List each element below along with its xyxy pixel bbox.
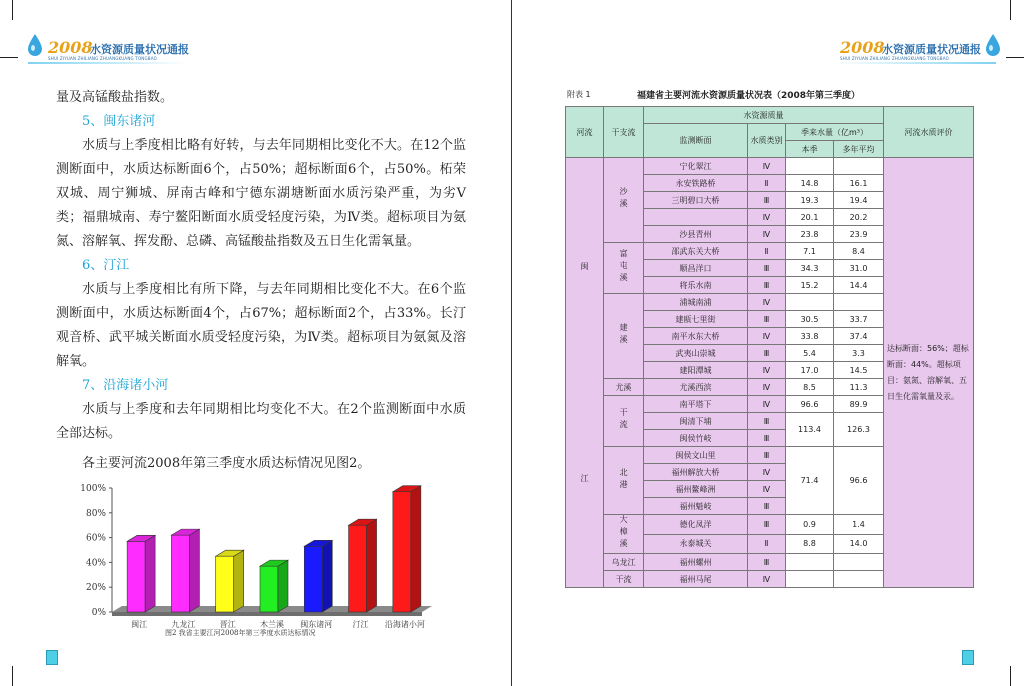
flow-current	[786, 294, 834, 311]
water-class: Ⅲ	[748, 192, 786, 209]
monitoring-section: 沙县青州	[644, 226, 748, 243]
header-year: 2008	[840, 38, 885, 57]
flow-current: 17.0	[786, 362, 834, 379]
branch-name: 建溪	[619, 323, 629, 347]
x-tick-label: 木兰溪	[260, 620, 284, 629]
monitoring-section: 武夷山崇城	[644, 345, 748, 362]
water-drop-icon	[28, 34, 42, 56]
flow-current: 5.4	[786, 345, 834, 362]
monitoring-section: 尤溪西滨	[644, 379, 748, 396]
water-class: Ⅳ	[748, 379, 786, 396]
water-class: Ⅲ	[748, 515, 786, 535]
flow-current: 96.6	[786, 396, 834, 413]
monitoring-section: 福州鳌峰洲	[644, 481, 748, 498]
flow-current	[786, 571, 834, 588]
monitoring-section: 宁化翠江	[644, 158, 748, 175]
water-class: Ⅳ	[748, 226, 786, 243]
page-gutter	[511, 0, 512, 686]
header-current: 本季	[786, 141, 834, 158]
bar-side	[411, 486, 421, 612]
x-tick-label: 汀江	[352, 620, 369, 629]
monitoring-section: 闽清下埔	[644, 413, 748, 430]
header-evaluation: 河流水质评价	[884, 107, 974, 158]
flow-multi-year: 96.6	[834, 447, 884, 515]
header-year: 2008	[48, 38, 93, 57]
bar-side	[145, 535, 155, 612]
flow-multi-year: 31.0	[834, 260, 884, 277]
section-body: 水质与上季度相比略有好转，与去年同期相比变化不大。在12个监测断面中，水质达标断面6个，占50%；超标断面6个，占50%。柘荣双城、周宁狮城、屏南古峰和宁德东湖塘断面水质污染严重，为劣Ⅴ类；福鼎城南、寿宁鳌阳断面水质受轻度污染，为Ⅳ类。超标项目为氨氮、溶解氧、挥发酚、总磷、高锰酸盐指数及五日生化需氧量。	[56, 138, 466, 249]
water-class: Ⅳ	[748, 571, 786, 588]
water-quality-table	[565, 106, 974, 588]
header-rule-right	[836, 62, 996, 64]
header-logo-left	[28, 34, 208, 62]
branch-name: 干流	[619, 408, 629, 432]
bar	[349, 525, 367, 612]
water-class: Ⅱ	[748, 175, 786, 192]
crop-mark	[1010, 0, 1011, 20]
x-tick-label: 九龙江	[171, 620, 196, 629]
monitoring-section: 永泰城关	[644, 534, 748, 554]
header-title: 水资源质量状况通报	[90, 43, 189, 56]
y-tick-label: 60%	[85, 533, 106, 544]
water-class: Ⅲ	[748, 277, 786, 294]
bar	[216, 556, 234, 612]
branch-name: 干流	[615, 574, 632, 584]
flow-multi-year: 14.5	[834, 362, 884, 379]
section-heading: 7、沿海诸小河	[82, 378, 169, 393]
monitoring-section: 建阳潭城	[644, 362, 748, 379]
flow-multi-year	[834, 554, 884, 571]
branch-name: 乌龙江	[611, 557, 636, 567]
crop-mark	[1010, 666, 1011, 686]
flow-multi-year: 33.7	[834, 311, 884, 328]
water-class: Ⅲ	[748, 430, 786, 447]
monitoring-section: 闽侯竹岐	[644, 430, 748, 447]
branch-name: 富屯溪	[619, 249, 629, 285]
monitoring-section: 南平塔下	[644, 396, 748, 413]
lead-line: 量及高锰酸盐指数。	[56, 90, 174, 105]
flow-multi-year: 16.1	[834, 175, 884, 192]
table-label: 附表 1	[567, 90, 591, 99]
compliance-bar-chart	[68, 476, 448, 646]
water-class: Ⅲ	[748, 554, 786, 571]
branch-name: 沙溪	[619, 187, 629, 211]
monitoring-section: 顺昌洋口	[644, 260, 748, 277]
monitoring-section: 浦城南浦	[644, 294, 748, 311]
crop-mark	[0, 57, 18, 58]
monitoring-section: 福州马尾	[644, 571, 748, 588]
header-river: 河流	[566, 107, 604, 158]
y-tick-label: 40%	[85, 558, 106, 569]
bar	[393, 492, 411, 612]
bar-side	[322, 540, 332, 612]
branch-name: 北港	[619, 467, 629, 492]
flow-current: 8.5	[786, 379, 834, 396]
x-tick-label: 闽江	[131, 620, 148, 629]
page-marker-left	[46, 650, 58, 665]
monitoring-section: 福州解放大桥	[644, 464, 748, 481]
flow-current: 15.2	[786, 277, 834, 294]
flow-current: 30.5	[786, 311, 834, 328]
water-class: Ⅳ	[748, 396, 786, 413]
header-branch: 干支流	[604, 107, 644, 158]
page-marker-right	[962, 650, 974, 665]
crop-mark	[12, 0, 13, 20]
flow-multi-year	[834, 294, 884, 311]
table-title: 福建省主要河流水资源质量状况表（2008年第三季度）	[637, 91, 861, 101]
flow-multi-year	[834, 571, 884, 588]
branch-cell	[604, 515, 644, 554]
water-class: Ⅱ	[748, 534, 786, 554]
y-tick-label: 80%	[85, 508, 106, 519]
monitoring-section: 德化凤洋	[644, 515, 748, 535]
flow-multi-year	[834, 158, 884, 175]
water-class: Ⅲ	[748, 447, 786, 464]
flow-multi-year: 8.4	[834, 243, 884, 260]
branch-cell	[604, 447, 644, 515]
water-class: Ⅱ	[748, 243, 786, 260]
flow-current: 19.3	[786, 192, 834, 209]
header-multi-year: 多年平均	[834, 141, 884, 158]
header-subtitle: SHUI ZIYUAN ZHILIANG ZHUANGKUANG TONGBAO	[840, 56, 949, 61]
monitoring-section: 永安铁路桥	[644, 175, 748, 192]
monitoring-section	[644, 209, 748, 226]
water-class: Ⅲ	[748, 498, 786, 515]
flow-multi-year: 3.3	[834, 345, 884, 362]
y-tick-label: 0%	[91, 608, 106, 618]
flow-current: 20.1	[786, 209, 834, 226]
branch-cell	[604, 158, 644, 243]
monitoring-section: 福州魁岐	[644, 498, 748, 515]
bar	[260, 566, 278, 612]
bar-side	[367, 519, 377, 612]
river-name-bottom: 江	[580, 474, 589, 484]
monitoring-section: 福州螺州	[644, 554, 748, 571]
flow-current: 0.9	[786, 515, 834, 535]
section-body: 水质与上季度和去年同期相比均变化不大。在2个监测断面中水质全部达标。	[56, 402, 466, 441]
flow-multi-year: 89.9	[834, 396, 884, 413]
figure-intro: 各主要河流2008年第三季度水质达标情况见图2。	[82, 456, 371, 471]
flow-current: 33.8	[786, 328, 834, 345]
monitoring-section: 三明碧口大桥	[644, 192, 748, 209]
water-class: Ⅳ	[748, 158, 786, 175]
table-body	[566, 158, 974, 588]
water-drop-icon	[986, 34, 1000, 56]
header-rule-left	[28, 62, 188, 64]
flow-multi-year: 11.3	[834, 379, 884, 396]
water-class: Ⅲ	[748, 345, 786, 362]
monitoring-section: 将乐水南	[644, 277, 748, 294]
flow-current: 113.4	[786, 413, 834, 447]
header-subtitle: SHUI ZIYUAN ZHILIANG ZHUANGKUANG TONGBAO	[48, 56, 157, 61]
crop-mark	[1006, 57, 1024, 58]
flow-multi-year: 126.3	[834, 413, 884, 447]
water-class: Ⅳ	[748, 209, 786, 226]
header-flow-group: 季来水量（亿m³）	[786, 124, 884, 141]
water-class: Ⅳ	[748, 464, 786, 481]
flow-current: 14.8	[786, 175, 834, 192]
monitoring-section: 闽侯文山里	[644, 447, 748, 464]
branch-cell	[604, 554, 644, 571]
water-class: Ⅳ	[748, 294, 786, 311]
branch-cell	[604, 243, 644, 294]
branch-cell	[604, 396, 644, 447]
bar-side	[189, 529, 199, 612]
section-body: 水质与上季度相比有所下降，与去年同期相比变化不大。在6个监测断面中，水质达标断面4个，占67%；超标断面2个，占33%。长汀观音桥、武平城关断面水质受轻度污染，为Ⅳ类。超标项目为氨氮及溶解氧。	[56, 282, 466, 369]
figure-caption: 图2 我省主要江河2008年第三季度水质达标情况	[165, 629, 316, 637]
monitoring-section: 邵武东关大桥	[644, 243, 748, 260]
crop-mark	[12, 666, 13, 686]
water-class: Ⅳ	[748, 328, 786, 345]
header-section: 监测断面	[644, 124, 748, 158]
header-quality-group: 水资源质量	[644, 107, 884, 124]
river-cell	[566, 158, 604, 588]
flow-current	[786, 554, 834, 571]
flow-current: 71.4	[786, 447, 834, 515]
monitoring-section: 建瓯七里街	[644, 311, 748, 328]
monitoring-section: 南平水东大桥	[644, 328, 748, 345]
flow-current: 8.8	[786, 534, 834, 554]
x-tick-label: 沿海诸小河	[384, 620, 425, 629]
flow-multi-year: 23.9	[834, 226, 884, 243]
water-class: Ⅳ	[748, 362, 786, 379]
section-heading: 6、汀江	[82, 258, 130, 273]
branch-cell	[604, 379, 644, 396]
flow-current: 7.1	[786, 243, 834, 260]
y-tick-label: 20%	[85, 583, 106, 594]
river-name-top: 闽	[580, 261, 589, 271]
bar-side	[278, 560, 288, 612]
flow-multi-year: 14.0	[834, 534, 884, 554]
flow-current: 34.3	[786, 260, 834, 277]
bar	[127, 541, 145, 612]
water-class: Ⅲ	[748, 413, 786, 430]
x-tick-label: 晋江	[219, 620, 236, 629]
flow-current: 23.8	[786, 226, 834, 243]
branch-cell	[604, 571, 644, 588]
river-evaluation: 达标断面：56%；超标断面：44%。超标项目：氨氮、溶解氧、五日生化需氧量及汞。	[884, 158, 974, 588]
table-row	[566, 158, 974, 175]
bar	[304, 546, 322, 612]
section-heading: 5、闽东诸河	[82, 114, 156, 129]
header-title: 水资源质量状况通报	[882, 43, 981, 56]
x-tick-label: 闽东诸河	[300, 620, 333, 629]
flow-multi-year: 19.4	[834, 192, 884, 209]
bar	[171, 535, 189, 612]
flow-multi-year: 1.4	[834, 515, 884, 535]
branch-name: 大樟溪	[619, 515, 629, 551]
branch-name: 尤溪	[615, 382, 632, 392]
water-class: Ⅳ	[748, 481, 786, 498]
y-tick-label: 100%	[80, 484, 106, 494]
flow-current	[786, 158, 834, 175]
flow-multi-year: 37.4	[834, 328, 884, 345]
branch-cell	[604, 294, 644, 379]
water-class: Ⅲ	[748, 311, 786, 328]
left-page-text	[56, 86, 466, 446]
water-class: Ⅲ	[748, 260, 786, 277]
chart-floor-edge	[112, 612, 422, 616]
flow-multi-year: 14.4	[834, 277, 884, 294]
flow-multi-year: 20.2	[834, 209, 884, 226]
header-wq-class: 水质类别	[748, 124, 786, 158]
header-logo-right	[840, 34, 1000, 62]
bar-side	[234, 550, 244, 612]
